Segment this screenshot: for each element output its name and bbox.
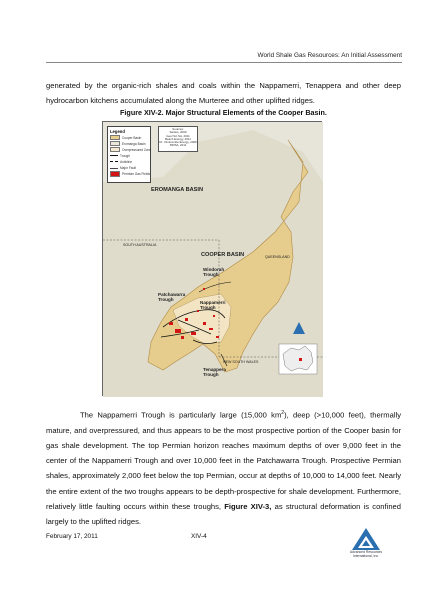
legend-swatch [110, 168, 118, 169]
map-legend [107, 126, 151, 183]
legend-label: Permian Gas Fields [122, 172, 150, 177]
legend-label: Trough [120, 153, 130, 158]
legend-label: Major Fault [120, 166, 136, 171]
label-cooper-basin: COOPER BASIN [201, 252, 245, 258]
logo-text: Advanced Resources International, Inc. [349, 550, 383, 558]
legend-swatch [110, 135, 120, 141]
body-text [46, 406, 401, 529]
body-text-a: The Nappamerri Trough is particularly large (15,000 km [80, 410, 282, 420]
cooper-basin-map [102, 121, 322, 396]
legend-swatch [110, 141, 120, 147]
figure-reference: Figure XIV-3, [224, 501, 272, 511]
body-text-c: as structural deformation is confined largely to the uplifted ridges. [46, 501, 401, 526]
source-line: PIRSA, 2011 [169, 143, 187, 148]
label-queensland: QUEENSLAND [265, 255, 290, 259]
label-eromanga-basin: EROMANGA BASIN [151, 187, 204, 193]
sources-box [158, 126, 198, 152]
label-nsw: NEW SOUTH WALES [223, 360, 259, 364]
label-south-australia: SOUTH AUSTRALIA [123, 243, 157, 247]
legend-item-gas-fields [110, 171, 148, 177]
footer-date: February 17, 2011 [46, 533, 98, 540]
intro-paragraph: generated by the organic-rich shales and coals within the Nappamerri, Tenappera and other deep hydrocarbon kitchens accumulated along the Murteree and other uplifted ridges. [46, 81, 401, 106]
legend-label: Eromanga Basin [122, 141, 146, 146]
legend-swatch [110, 155, 118, 156]
legend-swatch [110, 161, 118, 162]
footer-page-number: XIV-4 [191, 533, 207, 540]
source-line: Sources: [172, 127, 184, 131]
legend-swatch [110, 171, 120, 177]
header-rule [46, 62, 402, 63]
source-line: Santos, 2009 [169, 130, 187, 135]
label-tenappera: Tenappera Trough [203, 367, 226, 377]
label-windorah: Windorah Trough [203, 267, 225, 277]
figure-caption: Figure XIV-2. Major Structural Elements of the Cooper Basin. [120, 108, 327, 117]
legend-label: Cooper Basin [122, 135, 142, 140]
label-patchawarra: Patchawarra Trough [158, 292, 186, 302]
label-nappamerri: Nappamerri Trough [200, 300, 226, 310]
legend-swatch [110, 147, 120, 153]
company-logo-icon [346, 526, 386, 564]
running-header: World Shale Gas Resources: An Initial Assessment [257, 52, 402, 59]
legend-label: Overpressured Zone [122, 147, 152, 152]
superscript: 2 [281, 410, 285, 416]
source-line: Geol Sci SA, 2011 [166, 133, 190, 138]
legend-title: Legend [110, 128, 125, 134]
source-line: Dr. Vinnicombe Energy, 2009 [159, 140, 197, 145]
source-line: Beach Energy, 2011 [165, 136, 191, 141]
body-text-b: ), deep (>10,000 feet), thermally mature, and overpressured, and thus appears to be the most prospective portion of the Cooper basin for gas shale development. The top Permian horizon reaches maximum depths of over 9,000 feet in the center of the Nappamerri Trough and over 10,000 feet in the Patchawarra Trough. Prospective Permian shales, approximately 2,000 feet below the top Permian, occur at depths of 10,000 to 14,000 feet. Nearly the entire extent of the two troughs appears to be depth-prospective for shale development. Furthermore, relatively little faulting occurs within these troughs, [46, 410, 401, 511]
body-paragraph [46, 406, 401, 529]
legend-label: Anticline [120, 159, 133, 164]
